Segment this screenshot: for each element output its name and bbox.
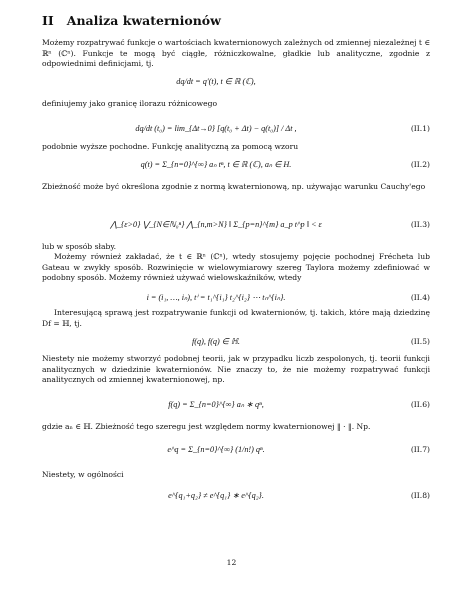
paragraph-no-theory: Niestety nie możemy stworzyć podobnej teorii, jak w przypadku liczb zespolonych, tj. teorii funkcji analitycznych w dziedzinie kwaternionów. Nie znaczy to, że nie możemy rozpatrywać funkcji analitycznych od zmiennej kwaternionowej, np.	[42, 354, 430, 385]
equation-content: i = (i₁, …, iₙ), tⁱ = t₁^{i₁} t₂^{i₂} ⋯ tₙ^{iₙ}.	[146, 293, 286, 302]
equation-II-3	[42, 206, 430, 242]
equation-II-4	[42, 286, 430, 308]
equation-number: (II.5)	[410, 336, 430, 346]
paragraph-intro: Możemy rozpatrywać funkcje o wartościach kwaternionowych zależnych od zmiennej niezależnej t ∈ ℝⁿ (ℂⁿ). Funkcje te mogą być ciągłe, różniczkowalne, gładkie lub analityczne, zgodnie z odpowiednimi definicjami, tj.	[42, 38, 430, 69]
equation-content: f(q) = Σ_{n=0}^{∞} aₙ ∗ qⁿ,	[168, 400, 264, 409]
equation-content: ⋀_{ε>0} ⋁_{N∈ℕ₀ⁿ} ⋀_{n,m>N} ‖ Σ_{p=n}^{m} a_p t^p ‖ < ε	[110, 220, 322, 229]
equation-II-5	[42, 330, 430, 352]
paragraph-norm: gdzie aₙ ∈ ℍ. Zbieżność tego szeregu jest względem normy kwaternionowej ‖ · ‖. Np.	[42, 422, 371, 431]
paragraph-difference-quotient: definiujemy jako granicę ilorazu różnicowego	[42, 99, 218, 108]
equation-II-6	[42, 390, 430, 418]
equation-number: (II.2)	[410, 159, 430, 169]
equation-II-7	[42, 434, 430, 464]
page-number: 12	[226, 558, 237, 567]
equation-content: dq/dt (t₀) = lim_{Δt→0} [q(t₀ + Δt) − q(t₀)] / Δt ,	[135, 123, 297, 133]
paragraph-frechet: Możemy również zakładać, że t ∈ ℝⁿ (ℂⁿ), wtedy stosujemy pojęcie pochodnej Frécheta lub Gateau w zwykły sposób. Rozwinięcie w wielowymiarowy szereg Taylora możemy zdefiniować w podobny sposób. Możemy również używać wielowskaźników, wtedy	[42, 252, 430, 283]
equation-number: (II.4)	[410, 292, 430, 302]
equation-II-2	[42, 150, 430, 178]
section-title: Analiza kwaternionów	[66, 13, 221, 28]
equation-number: (II.7)	[410, 444, 430, 454]
equation-content: q(t) = Σ_{n=0}^{∞} aₙ tⁿ, t ∈ ℝ (ℂ), aₙ ∈ H.	[140, 160, 292, 169]
paragraph-weak: lub w sposób słaby.	[42, 242, 117, 251]
equation-content: e^{q₁+q₂} ≠ e^{q₁} ∗ e^{q₂}.	[168, 491, 264, 500]
equation-derivative	[42, 68, 430, 94]
equation-II-8	[42, 484, 430, 506]
equation-number: (II.6)	[410, 399, 430, 409]
paragraph-generally: Niestety, w ogólności	[42, 470, 124, 479]
equation-II-1	[42, 114, 430, 142]
equation-number: (II.1)	[410, 123, 430, 133]
paragraph-convergence: Zbieżność może być określona zgodnie z normą kwaternionową, np. używając warunku Cauchy'ego	[42, 182, 426, 191]
paragraph-quaternion-functions: Interesującą sprawą jest rozpatrywanie funkcji od kwaternionów, tj. takich, które mają dziedzinę Df = ℍ, tj.	[42, 308, 430, 328]
section-number: II	[42, 13, 54, 28]
equation-content: e^q = Σ_{n=0}^{∞} (1/n!) qⁿ.	[167, 444, 265, 454]
equation-derivative-content: dq/dt = q′(t), t ∈ ℝ (ℂ),	[176, 77, 256, 86]
equation-number: (II.8)	[410, 490, 430, 500]
paragraph-analytic: podobnie wyższe pochodne. Funkcję analityczną za pomocą wzoru	[42, 142, 299, 151]
equation-content: f(q), f(q) ∈ ℍ.	[192, 337, 240, 346]
section-heading	[42, 13, 221, 28]
equation-number: (II.3)	[410, 219, 430, 229]
